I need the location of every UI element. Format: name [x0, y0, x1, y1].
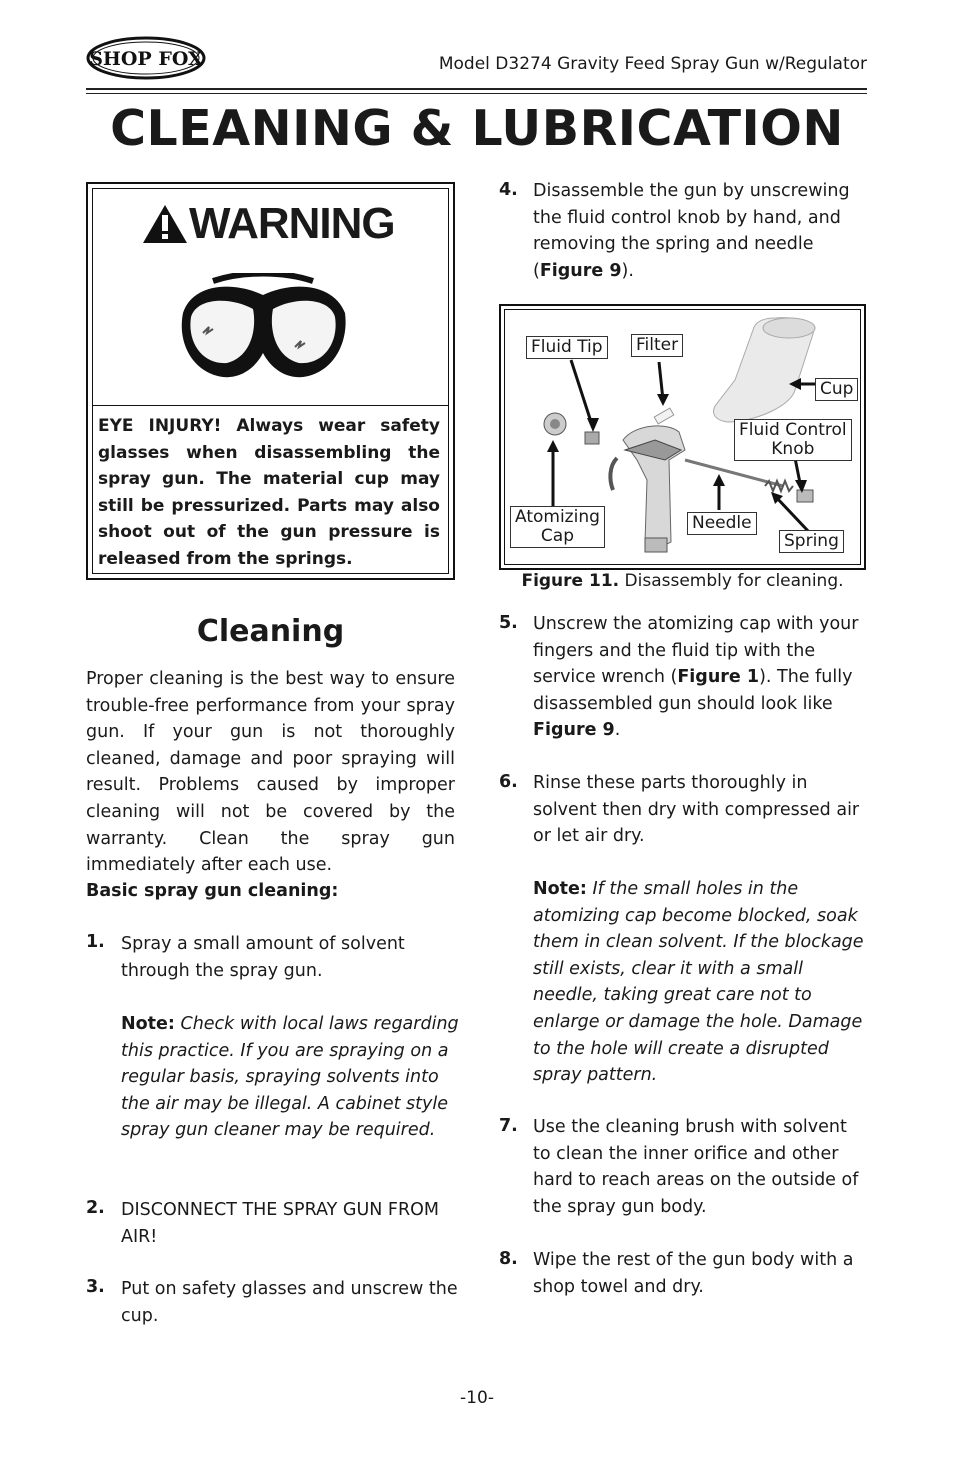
step-text: Unscrew the atomizing cap with your fingers and the fluid tip with the service wrench (Figure 1). The fully disassembled gun should look like Figure 9.	[533, 614, 859, 741]
label-fluid-control-knob: Fluid Control Knob	[734, 419, 852, 461]
label-fluid-tip: Fluid Tip	[526, 336, 608, 359]
figure-ref: Figure 1	[677, 667, 760, 688]
header-rule-thin	[86, 93, 867, 94]
step-note	[121, 1011, 461, 1144]
header-rule	[86, 88, 867, 90]
step-text: Spray a small amount of solvent through the spray gun.	[121, 934, 405, 981]
intro-paragraph: Proper cleaning is the best way to ensure trouble-free performance from your spray gun. If your gun is not thoroughly cleaned, damage and poor spraying will result. Problems caused by improper cleaning will not be covered by the warranty. Clean the spray gun immediately after each use.	[86, 669, 455, 876]
step-text: Rinse these parts thoroughly in solvent then dry with compressed air or let air dry.	[533, 773, 860, 847]
subheading: Basic spray gun cleaning:	[86, 881, 339, 901]
logo-text: SHOP FOX	[89, 48, 203, 70]
shop-fox-logo	[86, 36, 206, 80]
label-filter: Filter	[631, 334, 683, 357]
warning-header	[93, 189, 448, 406]
label-cup: Cup	[815, 378, 858, 401]
warning-box	[86, 182, 455, 580]
safety-glasses-icon	[173, 273, 353, 385]
model-title: Model D3274 Gravity Feed Spray Gun w/Regulator	[438, 54, 867, 74]
step-text: Wipe the rest of the gun body with a shop towel and dry.	[533, 1250, 854, 1297]
step-number: 7.	[499, 1116, 518, 1136]
label-needle: Needle	[687, 512, 757, 535]
note-text: If the small holes in the atomizing cap become blocked, soak them in clean solvent. If the blockage still exists, clear it with a small needle, taking great care not to enlarge or damage the hole. Damage to the hole will create a disrupted spray pattern.	[533, 879, 864, 1086]
figure-ref: Figure 9	[533, 720, 615, 741]
step-text: Put on safety glasses and unscrew the cup.	[121, 1279, 458, 1326]
figure-caption: Figure 11. Disassembly for cleaning.	[521, 571, 844, 591]
step-text: Disassemble the gun by unscrewing the fluid control knob by hand, and removing the spring and needle (Figure 9).	[533, 181, 850, 281]
step-text: Use the cleaning brush with solvent to clean the inner orifice and other hard to reach areas on the outside of the spray gun body.	[533, 1117, 859, 1217]
step-text: DISCONNECT THE SPRAY GUN FROM AIR!	[121, 1200, 440, 1247]
label-spring: Spring	[779, 530, 844, 553]
page-number: -10-	[460, 1388, 494, 1408]
label-atomizing-cap: Atomizing Cap	[510, 506, 605, 548]
figure-box	[499, 304, 866, 570]
warning-triangle-icon	[141, 203, 189, 245]
step-number: 2.	[86, 1198, 105, 1218]
step-number: 5.	[499, 613, 518, 633]
note-text: Check with local laws regarding this practice. If you are spraying on a regular basis, spraying solvents into the air may be illegal. A cabinet style spray gun cleaner may be required.	[121, 1014, 459, 1141]
note-label: Note:	[533, 879, 587, 899]
step-number: 4.	[499, 180, 518, 200]
step-number: 3.	[86, 1277, 105, 1297]
step-number: 8.	[499, 1249, 518, 1269]
step-note	[533, 876, 869, 1089]
section-heading: Cleaning	[196, 614, 345, 649]
step-number: 1.	[86, 932, 105, 952]
figure-ref: Figure 9	[539, 260, 622, 281]
page-title: CLEANING & LUBRICATION	[110, 100, 844, 157]
step-number: 6.	[499, 772, 518, 792]
note-label: Note:	[121, 1014, 175, 1034]
warning-word: WARNING	[189, 199, 395, 248]
warning-text: EYE INJURY! Always wear safety glasses when disassembling the spray gun. The material cup may still be pressurized. Parts may also shoot out of the gun pressure is released from the springs.	[98, 416, 440, 569]
